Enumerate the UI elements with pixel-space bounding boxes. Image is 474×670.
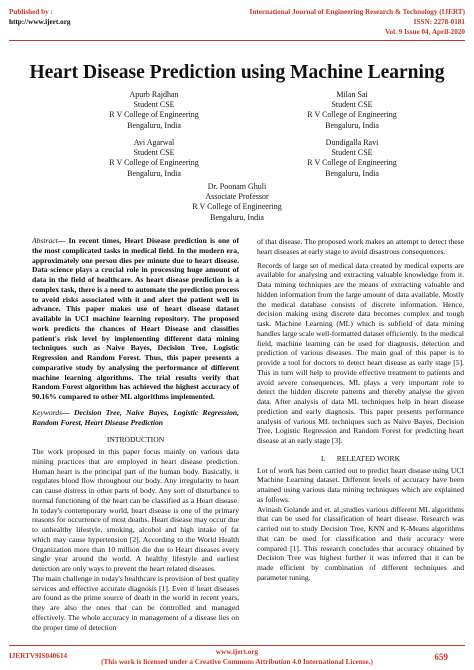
paper-id: IJERTV9IS040614 [9, 652, 68, 660]
footer-center [0, 648, 474, 667]
abstract [32, 236, 239, 402]
author-block [64, 90, 244, 131]
published-by: Published by : [9, 8, 53, 16]
author-org: R V College of Engineering [307, 110, 397, 120]
author-role: Associate Professor [205, 192, 269, 202]
header-rule [9, 40, 465, 41]
author-org: R V College of Engineering [307, 158, 397, 168]
journal-url-link[interactable]: http://www.ijert.org [9, 18, 71, 26]
page-number: 659 [434, 652, 448, 662]
author-name: Milan Sai [336, 90, 368, 99]
abstract-label: Abstract [32, 236, 58, 245]
paper-title: Heart Disease Prediction using Machine Learning [29, 62, 445, 83]
author-role: Student CSE [331, 148, 373, 158]
right-paragraph-1: of that disease. The proposed work makes an attempt to detect these heart diseases at early stage to avoid disastrous consequences. [257, 237, 464, 256]
author-role: Student CSE [331, 100, 373, 110]
section-heading-introduction: INTRODUCTION [106, 435, 165, 445]
author-block [262, 90, 442, 131]
author-name: Dr. Poonam Ghuli [207, 182, 267, 191]
keywords [32, 408, 239, 428]
header-right [250, 7, 465, 37]
right-column [257, 237, 464, 583]
author-block [147, 182, 327, 223]
author-block [262, 138, 442, 179]
section-title: RELEATED WORK [336, 453, 401, 463]
author-block [64, 138, 244, 179]
author-place: Bengaluru, India [325, 168, 379, 178]
related-paragraph-2: Avinash Golande and et. al.;studies various different ML algorithms that can be used for classification of heart disease. Research was carried out to study Decision Tree, KNN and K-Means algorithms that can be used for classification and their accuracy were compared [1]. This research concludes that accuracy obtained by Decision Tree was highest further it was inferred that it can be made efficient by combination of different techniques and parameter tuning. [257, 504, 464, 582]
license-note: (This work is licensed under a Creative Commons Attribution 4.0 International License.) [101, 657, 373, 666]
related-paragraph-1: Lot of work has been carried out to predict heart disease using UCI Machine Learning dataset. Different levels of accuracy have been attained using various data mining techniques which are explained as follows. [257, 465, 464, 504]
keywords-text: — Decision Tree, Naive Bayes, Logistic Regression, Random Forest, Heart Disease Prediction [32, 407, 239, 427]
right-paragraph-2: Records of large set of medical data created by medical experts are available for analysing and extracting valuable knowledge from it. Data mining techniques are the means of extracting valuable and hidden information from the large amount of data available. Mostly the medical database consists of discrete information. Hence, decision making using discrete data becomes complex and tough task. Machine Learning (ML) which is subfield of data mining handles large scale well-formatted dataset efficiently. In the medical field, machine learning can be used for diagnosis, detection and prediction of various diseases. The main goal of this paper is to provide a tool for doctors to detect heart disease as early stage [5]. This in turn will help to provide effective treatment to patients and avoid severe consequences. ML plays a very important role to detect the hidden discrete patterns and thereby analyse the given data. After analysis of data ML techniques help in heart disease prediction and early diagnosis. This paper presents performance analysis of various ML techniques such as Naive Bayes, Decision Tree, Logistic Regression and Random Forest for predicting heart disease at an early stage [3]. [257, 260, 464, 445]
footer-rule [9, 645, 465, 646]
volume-issue: Vol. 9 Issue 04, April-2020 [384, 28, 465, 36]
author-org: R V College of Engineering [109, 158, 199, 168]
author-place: Bengaluru, India [325, 120, 379, 130]
author-name: Dundigalla Ravi [325, 138, 379, 147]
author-org: R V College of Engineering [109, 110, 199, 120]
author-role: Student CSE [133, 148, 175, 158]
abstract-text: — In recent times, Heart Disease prediction is one of the most complicated tasks in medical field. In the modern era, approximately one person dies per minute due to heart disease. Data science plays a crucial role in processing huge amount of data in the field of healthcare. As heart disease prediction is a complex task, there is a need to automate the prediction process to avoid risks associated with it and alert the patient well in advance. This paper makes use of heart disease dataset available in UCI machine learning repository. The proposed work predicts the chances of Heart Disease and classifies patient's risk level by implementing different data mining techniques such as Naive Bayes, Decision Tree, Logistic Regression and Random Forest. Thus, this paper presents a comparative study by analysing the performance of different machine learning algorithms. The trial results verify that Random Forest algorithm has achieved the highest accuracy of 90.16% compared to other ML algorithms implemented. [32, 236, 239, 401]
footer-url-link[interactable]: www.ijert.org [215, 648, 259, 656]
issn: ISSN: 2278-0181 [413, 18, 465, 26]
author-role: Student CSE [133, 100, 175, 110]
keywords-label: Keywords [32, 407, 63, 417]
author-name: Apurb Rajdhan [129, 90, 179, 99]
journal-name: International Journal of Engineering Research & Technology (IJERT) [249, 8, 465, 16]
author-place: Bengaluru, India [127, 120, 181, 130]
section-heading-related-work [257, 454, 464, 464]
intro-paragraph-2: The main challenge in today's healthcare is provision of best quality services and effective accurate diagnosis [1]. Even if heart diseases are found as the prime source of death in the world in recent years, they are also the ones that can be controlled and managed effectively. The whole accuracy in management of a disease lies on the proper time of detection [32, 573, 239, 632]
author-place: Bengaluru, India [210, 212, 264, 222]
left-column [32, 236, 239, 632]
intro-paragraph-1: The work proposed in this paper focus mainly on various data mining practices that are employed in heart disease prediction. Human heart is the principal part of the human body. Basically, it regulates blood flow throughout our body. Any irregularity to heart can cause distress in other parts of body. Any sort of disturbance to normal functioning of the heart can be classified as a Heart disease. In today's contemporary world, heart disease is one of the primary reasons for occurrence of most deaths. Heart disease may occur due to unhealthy lifestyle, smoking, alcohol and high intake of fat which may cause hypertension [2]. According to the World Health Organization more than 10 million die due to Heart diseases every single year around the world. A healthy lifestyle and earliest detection are only ways to prevent the heart related diseases. [32, 447, 239, 573]
header-left [9, 7, 70, 27]
author-place: Bengaluru, India [127, 168, 181, 178]
author-org: R V College of Engineering [192, 202, 282, 212]
author-name: Avi Agarwal [133, 138, 175, 147]
section-number: I. [320, 453, 326, 463]
